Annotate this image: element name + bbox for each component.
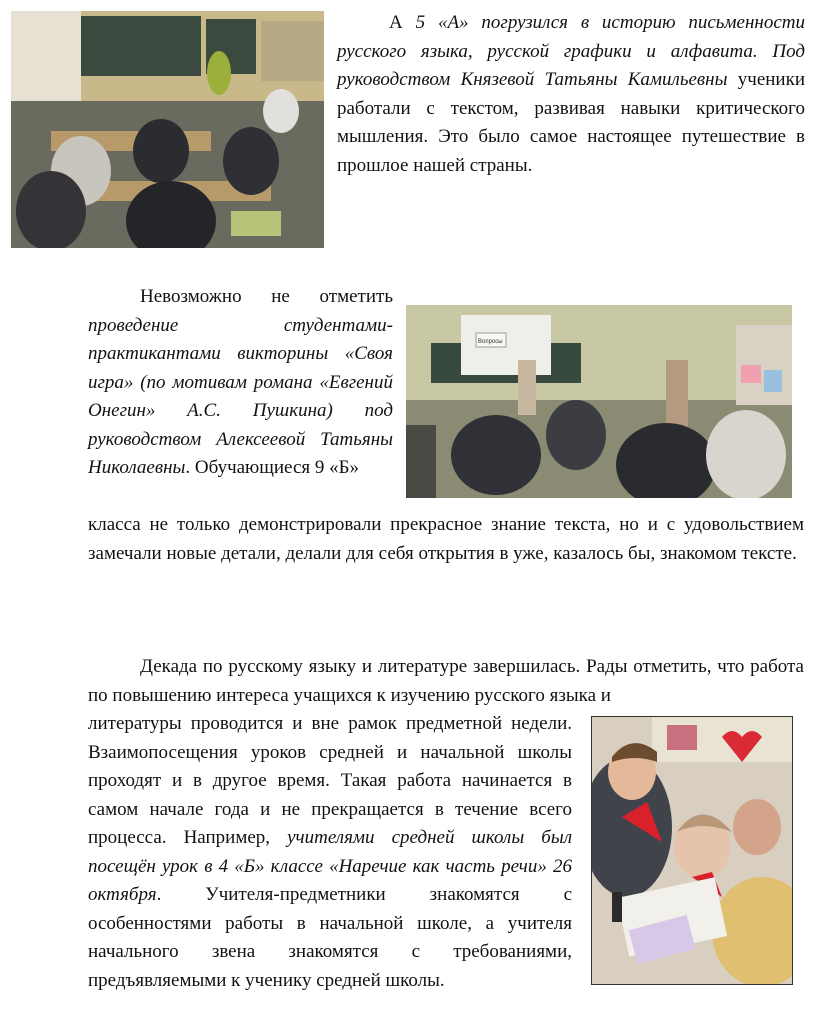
- paragraph-lead: А: [389, 12, 416, 33]
- paragraph-5a-history: [337, 9, 805, 180]
- projector-screen-text: Вопросы: [478, 339, 503, 345]
- projector-photo-icon: [406, 305, 792, 498]
- paragraph-lead: Невозможно не отметить: [140, 286, 393, 307]
- paragraph-italic: учителями средней школы был посещён урок в 4 «Б» классе «Наречие как часть речи» 26 октября: [88, 827, 572, 905]
- classroom-photo-icon: [11, 11, 324, 248]
- paragraph-decade-intro: [88, 653, 804, 710]
- quiz-photo: [406, 305, 792, 498]
- paragraph-italic: 5 «А» погрузился в историю письменности русского языка, русской графики и алфавита. Под руководством Князевой Татьяны Камильевны: [337, 12, 805, 90]
- paragraph-quiz: [88, 283, 393, 483]
- paragraph-rest-short: . Обучающиеся 9 «Б»: [185, 457, 360, 478]
- paragraph-top: Декада по русскому языку и литературе завершилась. Рады отметить, что работа по повышению интереса учащихся к изучению русского языка и: [88, 656, 804, 706]
- classroom-photo: [11, 11, 324, 248]
- paragraph-quiz-continued: [88, 511, 804, 568]
- paragraph-decade-body: [88, 710, 572, 995]
- paragraph-rest-long: класса не только демонстрировали прекрасное знание текста, но и с удовольствием замечали новые детали, делали для себя открытия в уже, казалось бы, знакомом тексте.: [88, 514, 804, 564]
- lesson-4b-photo: [591, 716, 793, 985]
- paragraph-rest: ученики работали с текстом, развивая навыки критического мышления. Это было самое настоящее путешествие в прошлое нашей страны.: [337, 69, 805, 176]
- paragraph-lead: литературы проводится и вне рамок предметной недели. Взаимопосещения уроков средней и начальной школы проходят и в другое время. Такая работа начинается в самом начале года и не прекращается в течение всего процесса. Например,: [88, 713, 572, 848]
- children-photo-icon: [592, 717, 792, 984]
- paragraph-italic: проведение студентами-практикантами викторины «Своя игра» (по мотивам романа «Евгений Онегин» А.С. Пушкина) под руководством Алексеевой Татьяны Николаевны: [88, 314, 393, 478]
- paragraph-rest: . Учителя-предметники знакомятся с особенностями работы в начальной школе, а учителя начального звена знакомятся с требованиями, предъявляемыми к ученику средней школы.: [88, 884, 572, 991]
